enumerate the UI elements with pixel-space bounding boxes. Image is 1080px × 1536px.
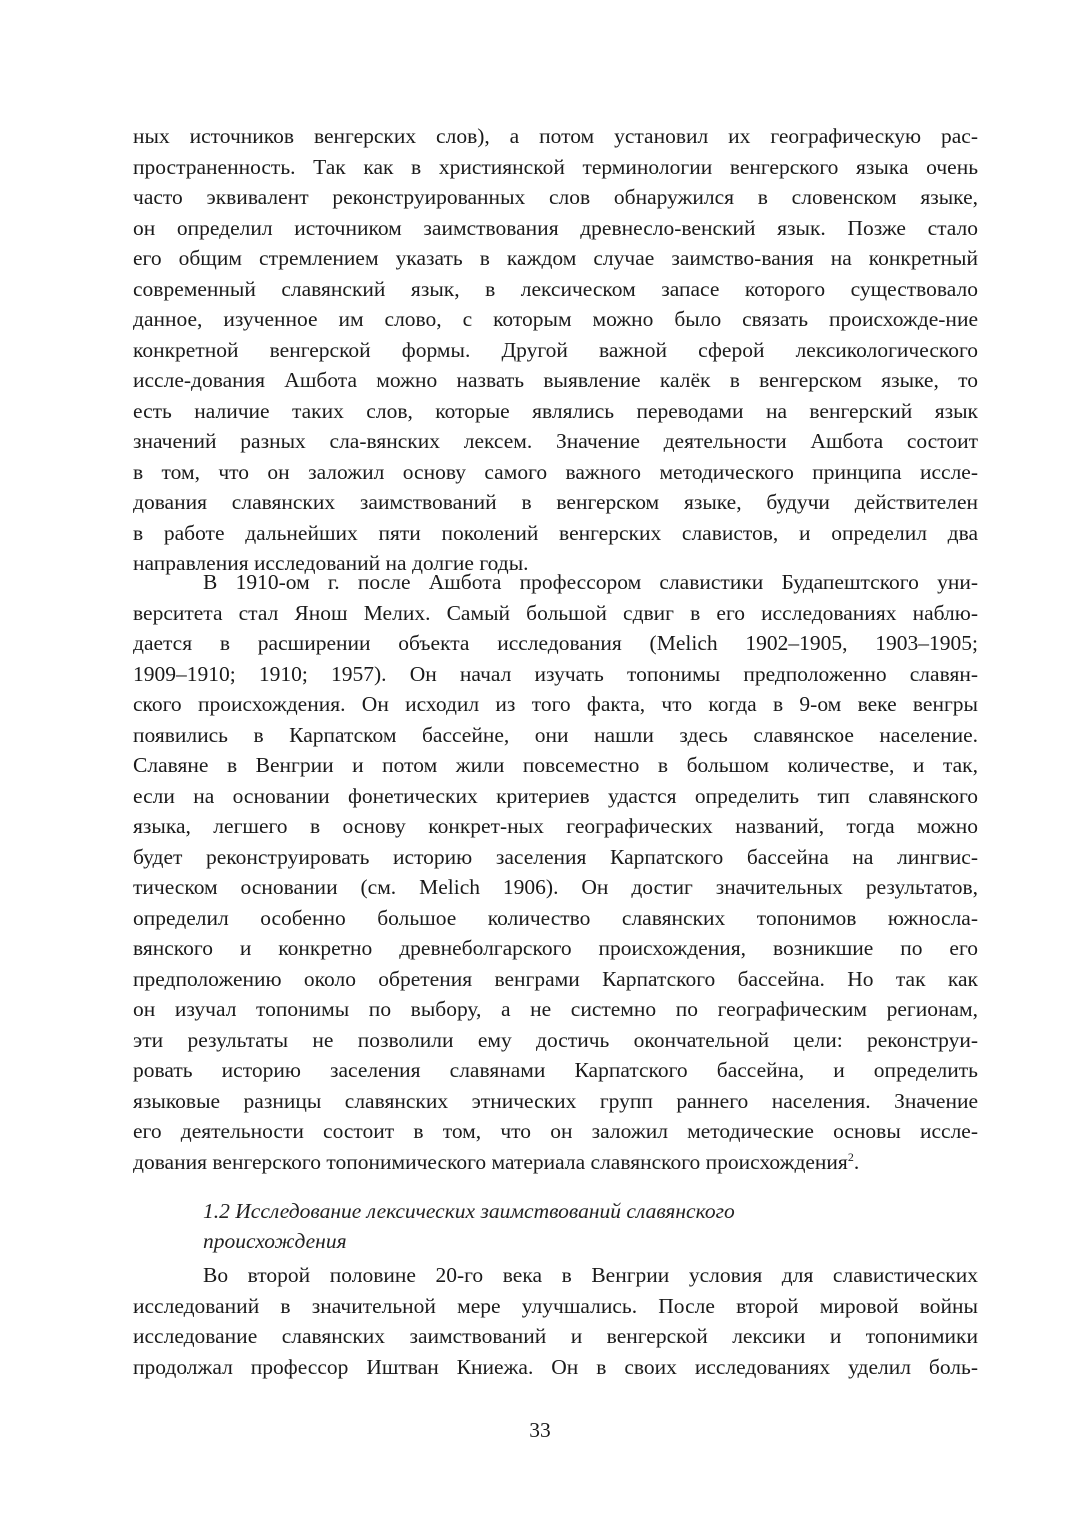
text-line-body: дования венгерского топонимического материала славянского происхождения xyxy=(133,1149,848,1174)
text-line: языковые разницы славянских этнических групп раннего населения. Значение xyxy=(133,1088,978,1113)
text-line: значений разных сла-вянских лексем. Значение деятельности Ашбота состоит xyxy=(133,429,978,453)
paragraph-melich xyxy=(133,567,978,1177)
text-line: Славяне в Венгрии и потом жили повсеместно в большом количестве, и так, xyxy=(133,753,978,777)
text-line: предположению около обретения венграми Карпатского бассейна. Но так как xyxy=(133,966,978,991)
text-line: появились в Карпатском бассейне, они нашли здесь славянское население. xyxy=(133,722,978,747)
text-line: вянского и конкретно древнеболгарского происхождения, возникшие по его xyxy=(133,936,978,960)
text-line-end: . xyxy=(853,1149,860,1174)
text-line: определил особенно большое количество славянских топонимов южносла- xyxy=(133,905,978,930)
section-heading xyxy=(203,1196,963,1256)
section-heading-line: происхождения xyxy=(203,1229,347,1253)
text-line: продолжал профессор Иштван Книежа. Он в своих исследованиях уделил боль- xyxy=(133,1354,978,1379)
text-line: пространенность. Так как в християнской терминологии венгерского языка очень xyxy=(133,154,978,179)
text-line: в том, что он заложил основу самого важного методического принципа иссле- xyxy=(133,459,978,484)
text-line: его общим стремлением указать в каждом случае заимство-вания на конкретный xyxy=(133,246,978,270)
text-line: иссле-дования Ашбота можно назвать выявление калёк в венгерском языке, то xyxy=(133,368,978,392)
text-line: В 1910-ом г. после Ашбота профессором славистики Будапештского уни- xyxy=(203,570,978,594)
paragraph-knezsa xyxy=(133,1260,978,1382)
page-number: 33 xyxy=(529,1418,551,1442)
text-line: направления исследований на долгие годы. xyxy=(133,551,529,575)
text-line: ровать историю заселения славянами Карпатского бассейна, и определить xyxy=(133,1058,978,1082)
text-line: часто эквивалент реконструированных слов обнаружился в словенском языке, xyxy=(133,185,978,209)
text-line: в работе дальнейших пяти поколений венгерских славистов, и определил два xyxy=(133,520,978,545)
text-line: верситета стал Янош Мелих. Самый большой сдвиг в его исследованиях наблю- xyxy=(133,600,978,625)
text-line xyxy=(133,1147,978,1178)
text-line: языка, легшего в основу конкрет-ных географических названий, тогда можно xyxy=(133,814,978,838)
paragraph-continued xyxy=(133,121,978,579)
text-line: Во второй половине 20-го века в Венгрии условия для славистических xyxy=(203,1263,978,1287)
text-line: дается в расширении объекта исследования (Melich 1902–1905, 1903–1905; xyxy=(133,631,978,655)
text-line: будет реконструировать историю заселения Карпатского бассейна на лингвис- xyxy=(133,844,978,869)
text-line: ных источников венгерских слов), а потом установил их географическую рас- xyxy=(133,124,978,148)
text-line: данное, изученное им слово, с которым можно было связать происхожде-ние xyxy=(133,307,978,331)
text-line: он определил источником заимствования древнесло-венский язык. Позже стало xyxy=(133,215,978,240)
text-line: есть наличие таких слов, которые являлись переводами на венгерский язык xyxy=(133,398,978,423)
text-line: эти результаты не позволили ему достичь окончательной цели: реконструи- xyxy=(133,1027,978,1052)
text-line: его деятельности состоит в том, что он заложил методические основы иссле- xyxy=(133,1119,978,1143)
text-line: исследований в значительной мере улучшались. После второй мировой войны xyxy=(133,1293,978,1318)
text-line: тическом основании (см. Melich 1906). Он достиг значительных результатов, xyxy=(133,875,978,899)
text-line: исследование славянских заимствований и венгерской лексики и топонимики xyxy=(133,1324,978,1348)
text-line: если на основании фонетических критериев удастся определить тип славянского xyxy=(133,783,978,808)
text-line: современный славянский язык, в лексическом запасе которого существовало xyxy=(133,276,978,301)
text-line: он изучал топонимы по выбору, а не системно по географическим регионам, xyxy=(133,997,978,1021)
section-heading-line: 1.2 Исследование лексических заимствований славянского xyxy=(203,1199,735,1223)
text-line: конкретной венгерской формы. Другой важной сферой лексикологического xyxy=(133,337,978,362)
text-line: дования славянских заимствований в венгерском языке, будучи действителен xyxy=(133,490,978,514)
text-line: 1909–1910; 1910; 1957). Он начал изучать топонимы предположенно славян- xyxy=(133,661,978,686)
footnote-reference[interactable]: 2 xyxy=(847,1149,854,1164)
text-line: ского происхождения. Он исходил из того факта, что когда в 9-ом веке венгры xyxy=(133,692,978,716)
